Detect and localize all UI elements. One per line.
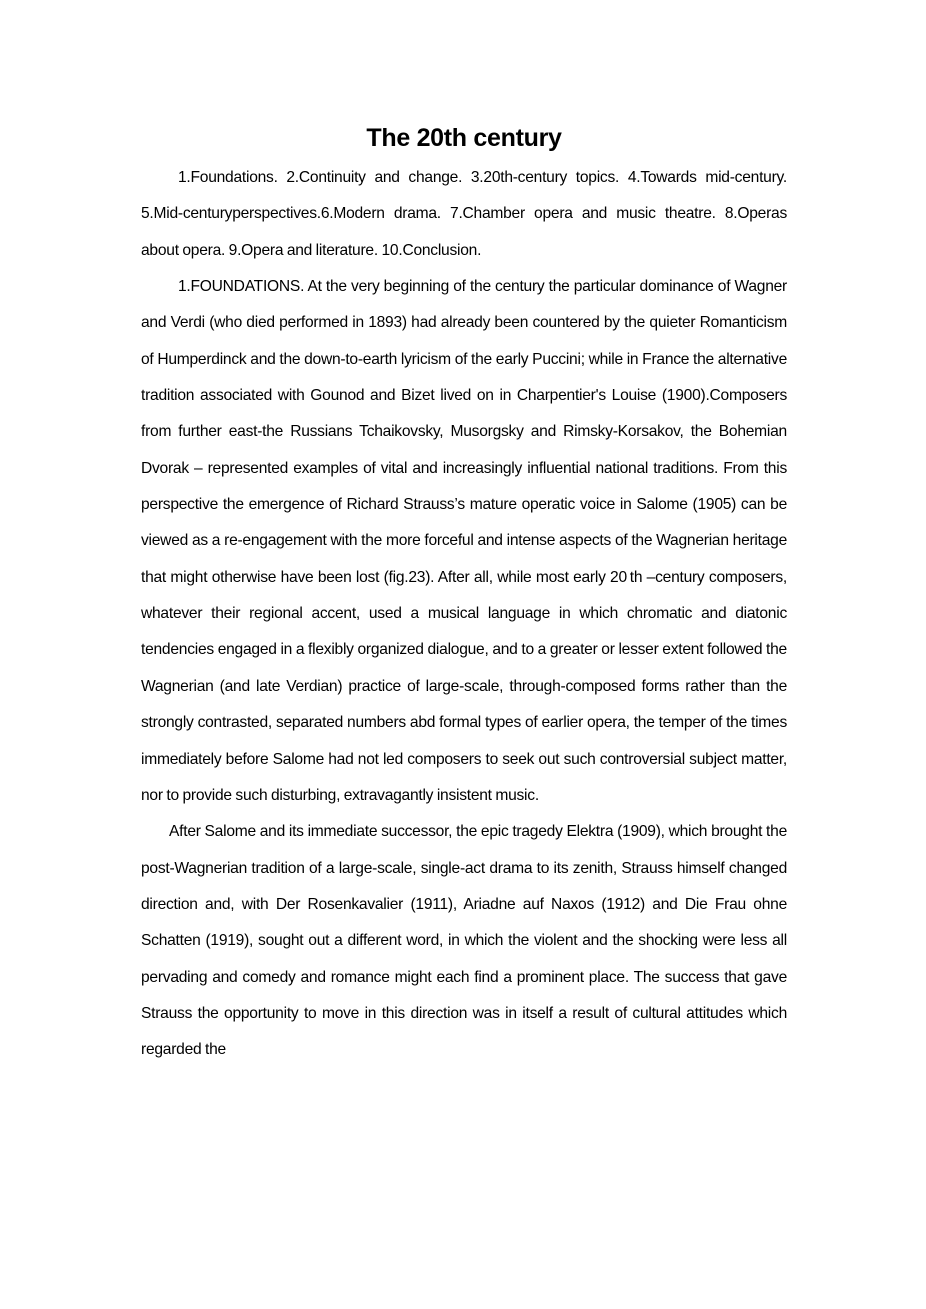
- foundations-paragraph: 1.FOUNDATIONS. At the very beginning of the century the particular dominance of Wagner and Verdi (who died performed in 1893) had already been countered by the quieter Romanticism of Humperdinck and the down-to-earth lyricism of the early Puccini; while in France the alternative tradition associated with Gounod and Bizet lived on in Charpentier's Louise (1900).Composers from further east-the Russians Tchaikovsky, Musorgsky and Rimsky-Korsakov, the Bohemian Dvorak – represented examples of vital and increasingly influential national traditions. From this perspective the emergence of Richard Strauss’s mature operatic voice in Salome (1905) can be viewed as a re-engagement with the more forceful and intense aspects of the Wagnerian heritage that might otherwise have been lost (fig.23). After all, while most early 20 th –century composers, whatever their regional accent, used a musical language in which chromatic and diatonic tendencies engaged in a flexibly organized dialogue, and to a greater or lesser extent followed the Wagnerian (and late Verdian) practice of large-scale, through-composed forms rather than the strongly contrasted, separated numbers abd formal types of earlier opera, the temper of the times immediately before Salome had not led composers to seek out such controversial subject matter, nor to provide such disturbing, extravagantly insistent music.: [141, 278, 787, 804]
- document-page: [141, 118, 787, 1069]
- after-salome-paragraph: After Salome and its immediate successor, the epic tragedy Elektra (1909), which brought the post-Wagnerian tradition of a large-scale, single-act drama to its zenith, Strauss himself changed direction and, with Der Rosenkavalier (1911), Ariadne auf Naxos (1912) and Die Frau ohne Schatten (1919), sought out a different word, in which the violent and the shocking were less all pervading and comedy and romance might each find a prominent place. The success that gave Strauss the opportunity to move in this direction was in itself a result of cultural attitudes which regarded the: [141, 823, 787, 1059]
- document-title: The 20th century: [366, 124, 562, 152]
- contents-paragraph: 1.Foundations. 2.Continuity and change. 3.20th-century topics. 4.Towards mid-century. 5.Mid-centuryperspectives.6.Modern drama. 7.Chamber opera and music theatre. 8.Operas about opera. 9.Opera and literature. 10.Conclusion.: [141, 169, 787, 259]
